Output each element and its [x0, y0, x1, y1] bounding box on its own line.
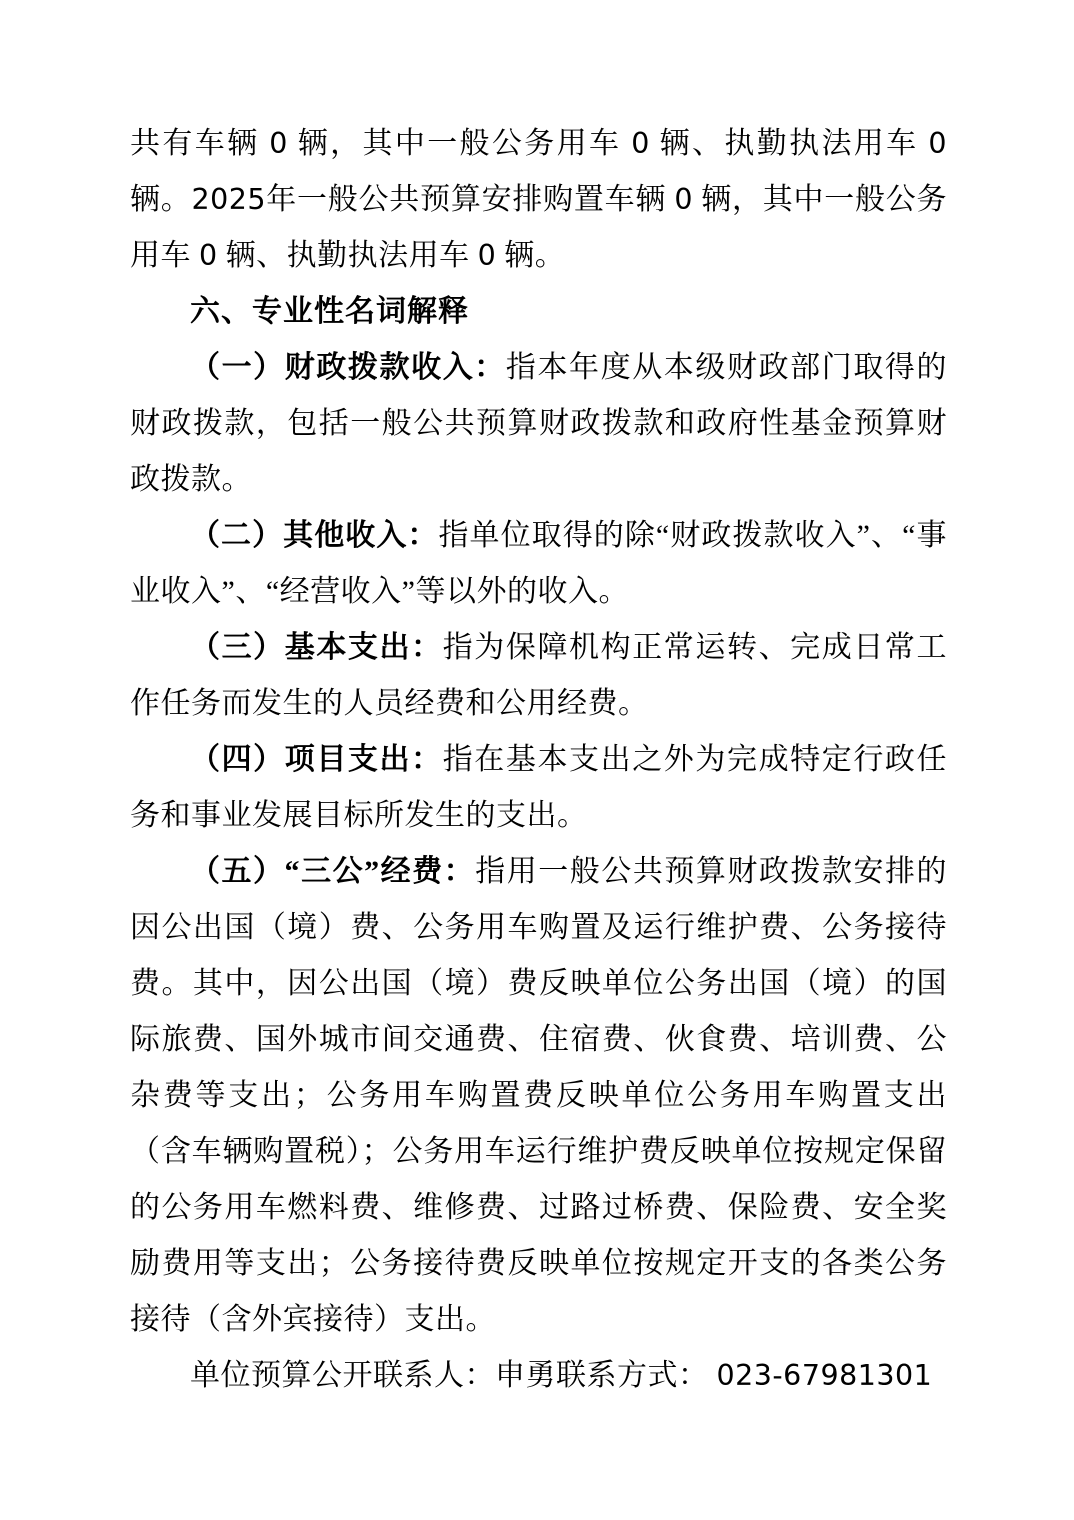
text-run: 指单位取得的除“财政拨款收入”、“事业收入”、“经营收入”等以外的收入。	[130, 519, 947, 608]
text-run: 0	[631, 127, 650, 160]
text-run: 023-67981301	[716, 1359, 933, 1392]
paragraph-contact-info	[130, 1348, 947, 1404]
paragraph-term-project-expenditure	[130, 732, 947, 844]
text-run: 六、专业性名词解释	[190, 295, 469, 328]
paragraph-term-three-public-funds	[130, 844, 947, 1348]
section-heading-terms	[130, 284, 947, 340]
paragraph-term-other-income	[130, 508, 947, 620]
text-run: 年一般公共预算安排购置车辆	[266, 183, 675, 216]
text-run: 0	[199, 239, 218, 272]
text-run: 0	[477, 239, 497, 272]
text-run: 指本年度从本级财政部门取得的财政拨款，包括一般公共预算财政拨款和政府性基金预算财政拨款。	[130, 351, 948, 496]
text-run: 0	[674, 183, 693, 216]
text-run: 辆、执勤执法用车	[649, 127, 929, 160]
paragraph-vehicle-summary	[130, 116, 956, 284]
text-run: 共有车辆	[130, 127, 270, 160]
text-run: 辆、执勤执法用车	[217, 239, 478, 272]
text-run: 0	[269, 127, 288, 160]
text-run: （一）财政拨款收入：	[190, 351, 506, 384]
text-run: 辆，其中一般公务用车	[130, 183, 948, 272]
text-run: 指用一般公共预算财政拨款安排的因公出国（境）费、公务用车购置及运行维护费、公务接待费。其中，因公出国（境）费反映单位公务出国（境）的国际旅费、国外城市间交通费、住宿费、伙食费、培训费、公杂费等支出；公务用车购置费反映单位公务用车购置支出（含车辆购置税）；公务用车运行维护费反映单位按规定保留的公务用车燃料费、维修费、过路过桥费、保险费、安全奖励费用等支出；公务接待费反映单位按规定开支的各类公务接待（含外宾接待）支出。	[130, 855, 948, 1336]
text-run: （三）基本支出：	[190, 631, 443, 664]
text-run: 辆。	[130, 127, 956, 216]
text-run: 指为保障机构正常运转、完成日常工作任务而发生的人员经费和公用经费。	[130, 631, 948, 720]
text-run: 辆，其中一般公务用车	[287, 127, 632, 160]
text-run: 0	[928, 127, 948, 160]
text-run: 指在基本支出之外为完成特定行政任务和事业发展目标所发生的支出。	[130, 743, 948, 832]
paragraph-term-fiscal-appropriation-income	[130, 340, 947, 508]
text-run: 单位预算公开联系人：申勇联系方式：	[190, 1359, 717, 1392]
text-run: （二）其他收入：	[190, 519, 439, 552]
text-run: 2025	[191, 183, 267, 216]
text-run: （五）“三公”经费：	[190, 855, 476, 888]
text-run: 辆。	[496, 239, 566, 272]
text-run: （四）项目支出：	[190, 743, 443, 776]
paragraph-term-basic-expenditure	[130, 620, 947, 732]
